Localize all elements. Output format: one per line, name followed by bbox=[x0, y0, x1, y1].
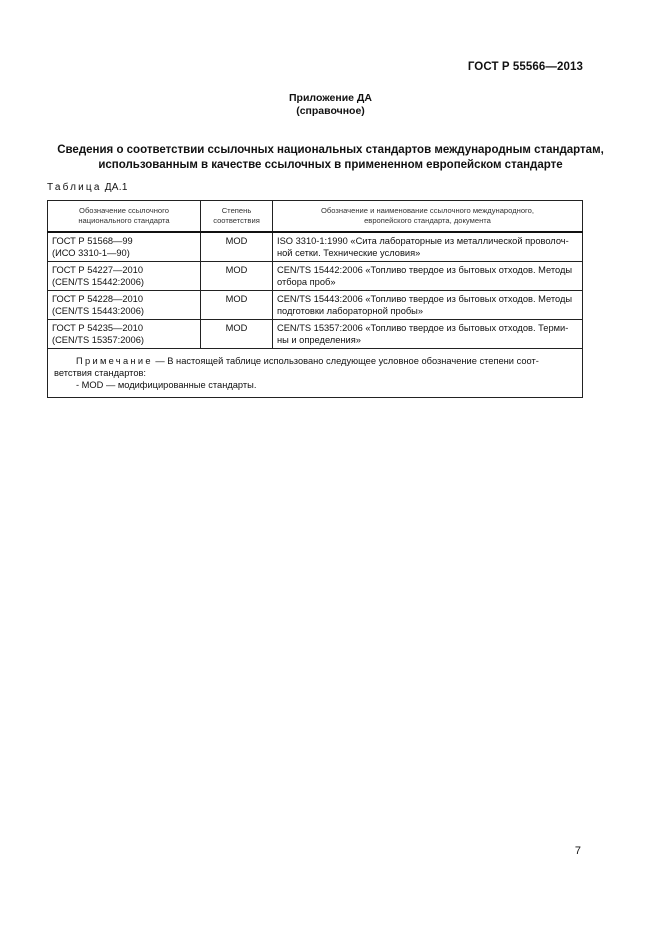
table-note-row bbox=[48, 349, 583, 398]
table-row bbox=[48, 232, 583, 262]
table-row bbox=[48, 262, 583, 291]
table-row bbox=[48, 320, 583, 349]
section-heading-line-1: Сведения о соответствии ссылочных национальных стандартов международным стандартам, bbox=[57, 144, 604, 156]
column-header-national: Обозначение ссылочного национального стандарта bbox=[48, 201, 201, 233]
reference-standards-table bbox=[47, 200, 583, 398]
national-standard-cell: ГОСТ Р 54228—2010 (CEN/TS 15443:2006) bbox=[48, 291, 201, 320]
degree-cell: MOD bbox=[201, 291, 273, 320]
appendix-title: Приложение ДА bbox=[289, 92, 372, 104]
column-header-international: Обозначение и наименование ссылочного международного, европейского стандарта, документа bbox=[273, 201, 583, 233]
table-row bbox=[48, 291, 583, 320]
section-heading-line-2: использованным в качестве ссылочных в примененном европейском стандарте bbox=[98, 158, 563, 171]
international-standard-cell: CEN/TS 15443:2006 «Топливо твердое из бытовых отходов. Методы подготовки лабораторной пробы» bbox=[273, 291, 583, 320]
note-label: Примечание bbox=[76, 356, 153, 366]
national-standard-cell: ГОСТ Р 54235—2010 (CEN/TS 15357:2006) bbox=[48, 320, 201, 349]
national-standard-cell: ГОСТ Р 51568—99 (ИСО 3310-1—90) bbox=[48, 232, 201, 262]
page-number: 7 bbox=[574, 845, 581, 857]
international-standard-cell: CEN/TS 15357:2006 «Топливо твердое из бытовых отходов. Терми- ны и определения» bbox=[273, 320, 583, 349]
table-caption-number: ДА.1 bbox=[104, 182, 128, 193]
degree-cell: MOD bbox=[201, 320, 273, 349]
document-code: ГОСТ Р 55566—2013 bbox=[467, 61, 583, 73]
degree-cell: MOD bbox=[201, 232, 273, 262]
degree-cell: MOD bbox=[201, 262, 273, 291]
note-text-2: ветствия стандартов: bbox=[54, 368, 147, 378]
table-note bbox=[48, 349, 583, 398]
table-caption bbox=[47, 182, 128, 193]
table-caption-label: Таблица bbox=[47, 182, 102, 193]
note-text-3: - MOD — модифицированные стандарты. bbox=[76, 380, 257, 390]
appendix-subtitle: (справочное) bbox=[296, 105, 365, 117]
note-text-1: — В настоящей таблице использовано следующее условное обозначение степени соот- bbox=[152, 356, 539, 366]
table-header-row bbox=[48, 201, 583, 233]
section-heading bbox=[40, 143, 621, 172]
international-standard-cell: ISO 3310-1:1990 «Сита лабораторные из металлической проволоч- ной сетки. Технические условия» bbox=[273, 232, 583, 262]
column-header-degree: Степень соответствия bbox=[201, 201, 273, 233]
international-standard-cell: CEN/TS 15442:2006 «Топливо твердое из бытовых отходов. Методы отбора проб» bbox=[273, 262, 583, 291]
national-standard-cell: ГОСТ Р 54227—2010 (CEN/TS 15442:2006) bbox=[48, 262, 201, 291]
appendix-title-block bbox=[0, 92, 661, 118]
